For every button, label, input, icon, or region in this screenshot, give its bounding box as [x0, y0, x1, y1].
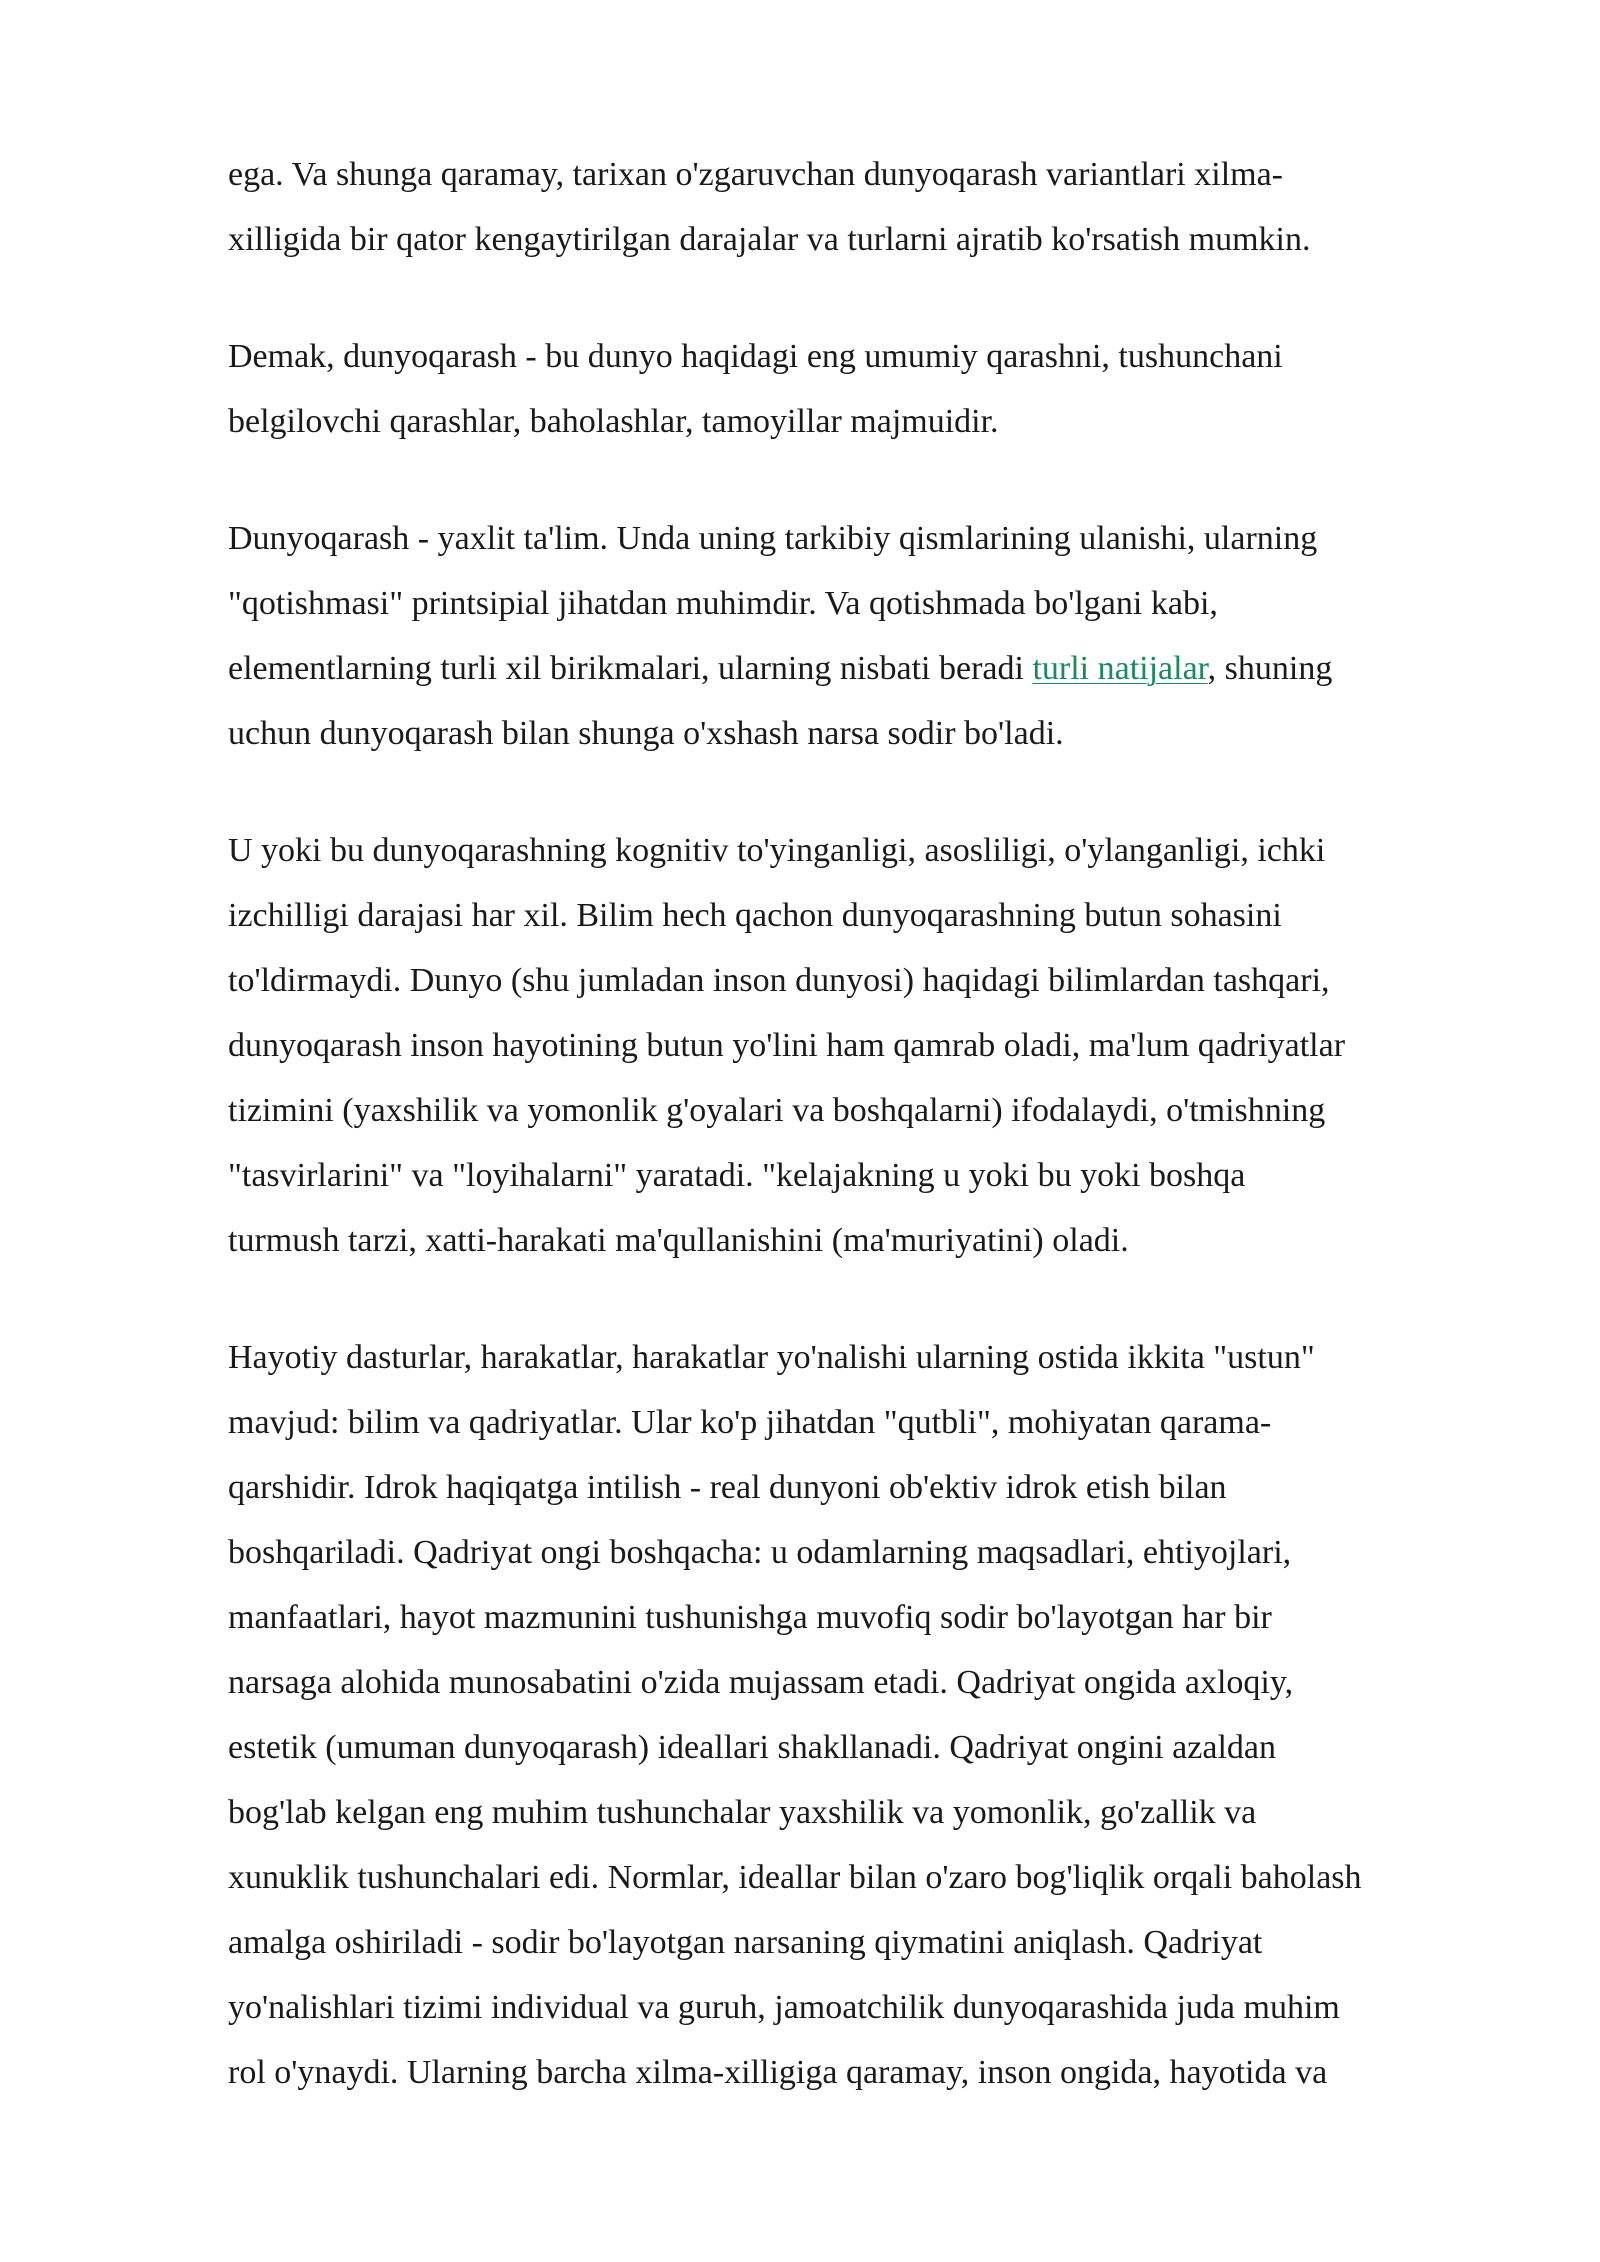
text-line: ega. Va shunga qaramay, tarixan o'zgaruvchan dunyoqarash variantlari xilma- [228, 156, 1283, 193]
text-line: yo'nalishlari tizimi individual va guruh, jamoatchilik dunyoqarashida juda muhim [228, 1989, 1340, 2026]
text-line: dunyoqarash inson hayotining butun yo'lini ham qamrab oladi, ma'lum qadriyatlar [228, 1027, 1346, 1064]
text-segment: elementlarning turli xil birikmalari, ularning nisbati beradi [228, 650, 1033, 687]
text-line: xunuklik tushunchalari edi. Normlar, ideallar bilan o'zaro bog'liqlik orqali baholash [228, 1859, 1362, 1896]
paragraph-2 [228, 324, 1528, 454]
text-line: uchun dunyoqarash bilan shunga o'xshash narsa sodir bo'ladi. [228, 715, 1064, 752]
text-line: Dunyoqarash - yaxlit ta'lim. Unda uning tarkibiy qismlarining ulanishi, ularning [228, 520, 1318, 557]
text-line: Hayotiy dasturlar, harakatlar, harakatlar yo'nalishi ularning ostida ikkita "ustun" [228, 1339, 1315, 1376]
text-line: Demak, dunyoqarash - bu dunyo haqidagi eng umumiy qarashni, tushunchani [228, 338, 1283, 375]
text-line: mavjud: bilim va qadriyatlar. Ular ko'p jihatdan "qutbli", mohiyatan qarama- [228, 1404, 1272, 1441]
text-line: estetik (umuman dunyoqarash) ideallari shakllanadi. Qadriyat ongini azaldan [228, 1729, 1276, 1766]
text-segment: , shuning [1207, 650, 1333, 687]
text-line: manfaatlari, hayot mazmunini tushunishga muvofiq sodir bo'layotgan har bir [228, 1599, 1272, 1636]
paragraph-5 [228, 1325, 1528, 2105]
text-line: qarshidir. Idrok haqiqatga intilish - real dunyoni ob'ektiv idrok etish bilan [228, 1469, 1227, 1506]
paragraph-4 [228, 818, 1528, 1273]
paragraph-1 [228, 142, 1528, 272]
text-line: amalga oshiriladi - sodir bo'layotgan narsaning qiymatini aniqlash. Qadriyat [228, 1924, 1263, 1961]
text-line: bog'lab kelgan eng muhim tushunchalar yaxshilik va yomonlik, go'zallik va [228, 1794, 1257, 1831]
text-line-with-link [228, 636, 1528, 701]
text-line: to'ldirmaydi. Dunyo (shu jumladan inson dunyosi) haqidagi bilimlardan tashqari, [228, 962, 1330, 999]
text-line: belgilovchi qarashlar, baholashlar, tamoyillar majmuidir. [228, 403, 999, 440]
inline-link[interactable]: turli natijalar [1032, 650, 1208, 687]
text-line: "qotishmasi" printsipial jihatdan muhimdir. Va qotishmada bo'lgani kabi, [228, 585, 1218, 622]
text-line: U yoki bu dunyoqarashning kognitiv to'yinganligi, asosliligi, o'ylanganligi, ichki [228, 832, 1326, 869]
text-line: rol o'ynaydi. Ularning barcha xilma-xilligiga qaramay, inson ongida, hayotida va [228, 2054, 1328, 2091]
document-body [228, 142, 1528, 2157]
text-line: narsaga alohida munosabatini o'zida mujassam etadi. Qadriyat ongida axloqiy, [228, 1664, 1294, 1701]
text-line: izchilligi darajasi har xil. Bilim hech qachon dunyoqarashning butun sohasini [228, 897, 1282, 934]
text-line: xilligida bir qator kengaytirilgan darajalar va turlarni ajratib ko'rsatish mumkin. [228, 221, 1311, 258]
text-line: tizimini (yaxshilik va yomonlik g'oyalari va boshqalarni) ifodalaydi, o'tmishning [228, 1092, 1326, 1129]
text-line: turmush tarzi, xatti-harakati ma'qullanishini (ma'muriyatini) oladi. [228, 1222, 1129, 1259]
text-line: "tasvirlarini" va "loyihalarni" yaratadi. "kelajakning u yoki bu yoki boshqa [228, 1157, 1246, 1194]
text-line: boshqariladi. Qadriyat ongi boshqacha: u odamlarning maqsadlari, ehtiyojlari, [228, 1534, 1292, 1571]
paragraph-3 [228, 506, 1528, 766]
